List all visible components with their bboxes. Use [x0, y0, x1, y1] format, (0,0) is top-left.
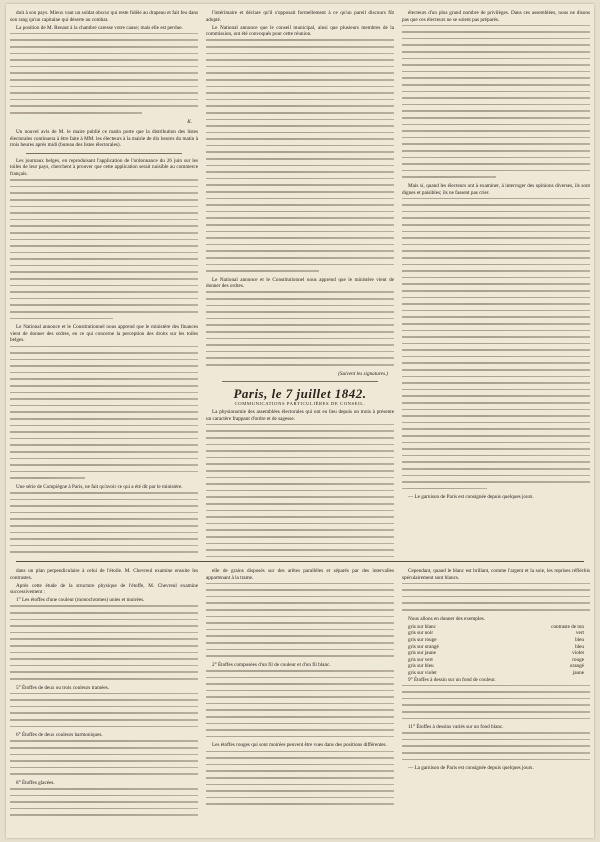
color-pair-label: gris sur bleu: [408, 663, 434, 670]
color-contrast-row: [402, 630, 590, 637]
text-block: [206, 751, 394, 805]
paragraph: l'intérimaire et déclare qu'il s'opposait formellement à ce qu'un pareil discours fût adopté.: [206, 10, 394, 23]
color-pair-label: gris sur jaune: [408, 650, 436, 657]
color-pair-label: gris sur vert: [408, 656, 433, 663]
paragraph: Cependant, quand le blanc est brillant, comme l'argent et la soie, les reprises réfléchis spéculairement sont blancs.: [402, 568, 590, 581]
text-block: [10, 33, 198, 114]
paragraph: Les étoffes rouges qui sont moirées peuvent être vues dans des positions différentes.: [212, 742, 387, 749]
paragraph: 6° Étoffes de deux couleurs harmoniques.: [16, 732, 103, 739]
paragraph: Après cette étude de la structure physique de l'étoffe, M. Chevreul examine successivement :: [10, 582, 198, 596]
color-pair-label: gris sur noir: [408, 630, 434, 637]
text-block: [10, 346, 198, 479]
paragraph: dans un plan perpendiculaire à celui de l'étoile. M. Chevreul examine ensuite les contrastes.: [10, 568, 198, 581]
signature: K.: [187, 118, 192, 125]
paragraph: elle de grains disposés sur des arêtes parallèles et séparés par des intervalles appartenant à la trame.: [206, 568, 394, 581]
paragraph: Une série de Compiègne à Paris, ne fait qu'avoir ce qui a été dit par le ministère.: [16, 483, 183, 490]
paragraph: Le National annonce et le Constitutionnel nous apprend que le ministère vient de donner des ordres.: [206, 276, 394, 290]
paragraph: Le National annonce que le conseil municipal, ainsi que plusieurs membres de la commission, ont été convoqués pour cette réunion.: [206, 24, 394, 38]
paragraph: Nous allons en donner des exemples.: [408, 615, 485, 622]
color-pair-label: gris sur rouge: [408, 636, 437, 643]
color-contrast-row: [402, 637, 590, 644]
paragraph: Les journaux belges, en reproduisant l'application de l'ordonnance du 26 juin sur les toiles de leur pays, cherchent à prouver que cette application serait nuisible au commerce français.: [10, 157, 198, 178]
paragraph: La position de M. Renaut à la chambre caresse votre cause; mais elle est perdue.: [16, 24, 183, 31]
text-block: [206, 670, 394, 738]
paragraph: — La garnison de Paris est consignée depuis quelques jours.: [408, 765, 534, 772]
color-contrast-list: [402, 624, 590, 677]
color-contrast-value: vert: [575, 630, 584, 637]
color-contrast-row: [402, 657, 590, 664]
text-block: [10, 179, 198, 319]
color-contrast-row: [402, 663, 590, 670]
divider: [222, 381, 378, 382]
text-block: [10, 740, 198, 775]
color-contrast-value: violet: [572, 650, 584, 657]
paragraph: 2° Étoffes composées d'un fil de couleur et d'un fil blanc.: [212, 661, 331, 668]
upper-column-1: [10, 10, 198, 558]
section-header: [206, 386, 394, 407]
text-block: [206, 39, 394, 271]
color-contrast-value: contraste de ton: [551, 623, 584, 630]
text-block: [206, 424, 394, 558]
color-pair-label: gris sur orangé: [408, 643, 439, 650]
paragraph: électeurs d'un plus grand nombre de privilèges. Dans ces assemblées, nous ne disons pas que ces électeurs ne se soient pas préparés.: [402, 10, 590, 23]
text-block: [10, 788, 198, 816]
paragraph: 11° Étoffes à dessins variés sur un fond blanc.: [408, 724, 504, 731]
divider: [26, 153, 182, 154]
color-contrast-value: rouge: [572, 656, 584, 663]
paragraph: — Le garnison de Paris est consignée depuis quelques jours.: [408, 494, 534, 501]
text-block: [402, 732, 590, 760]
newspaper-page: [6, 4, 594, 838]
paragraph: 5° Étoffes de deux ou trois couleurs tramées.: [16, 684, 110, 691]
paragraph: La physionomie des assemblées électorales qui ont eu lieu depuis un mois à présente un caractère frappant d'ordre et de sagesse.: [206, 409, 394, 422]
color-contrast-value: orangé: [569, 663, 584, 670]
paragraph: 9° Étoffes à dessin sur un fond de couleur.: [408, 676, 496, 683]
section-subtitle: COMMUNICATIONS PARTICULIÈRES DE CONSEIL.: [234, 401, 366, 407]
paragraph: 1° Les étoffes d'une couleur (monochromes) unies et moirées.: [16, 597, 145, 604]
text-block: [402, 25, 590, 178]
signatures-note: (Suivent les signatures.): [338, 370, 388, 377]
paragraph: doit à son pays. Mieux vaut un soldat obscur qui reste fidèle au drapeau et fait feu dans son rang qu'un capitaine qui déserte au combat.: [10, 10, 198, 23]
text-block: [402, 198, 590, 490]
lower-column-3: [402, 568, 590, 832]
color-contrast-value: jaune: [572, 669, 584, 676]
section-title: Paris, le 7 juillet 1842.: [233, 386, 367, 402]
lower-column-2: [206, 568, 394, 832]
lower-column-1: [10, 568, 198, 832]
paragraph: 8° Étoffes glacées.: [16, 779, 55, 786]
upper-columns: [10, 10, 590, 558]
lower-columns: [10, 568, 590, 832]
text-block: [10, 693, 198, 728]
text-block: [10, 492, 198, 558]
color-contrast-row: [402, 650, 590, 657]
text-block: [206, 291, 394, 365]
color-pair-label: gris sur violet: [408, 669, 437, 676]
color-contrast-value: bleu: [575, 643, 584, 650]
paragraph: Le National annonce et le Constitutionnel nous apprend que le ministère des finances vient de donner des ordres, en ce qui concerne la perception des droits sur les toiles belges.: [10, 324, 198, 344]
upper-column-3: [402, 10, 590, 558]
text-block: [402, 685, 590, 720]
color-contrast-row: [402, 624, 590, 631]
text-block: [206, 583, 394, 657]
color-contrast-row: [402, 644, 590, 651]
color-pair-label: gris sur blanc: [408, 623, 436, 630]
text-block: [402, 583, 590, 611]
upper-column-2: [206, 10, 394, 558]
paragraph: Mais si, quand les électeurs ont à examiner, à interroger des opinions diverses, ils sont dignes et paisibles; ils ne fassent pas crier.: [402, 182, 590, 196]
color-contrast-row: [402, 670, 590, 677]
section-rule: [16, 561, 584, 562]
color-contrast-value: bleu: [575, 636, 584, 643]
text-block: [10, 605, 198, 679]
paragraph: Un nouvel avis de M. le maire publié ce matin porte que la distribution des listes électorales continuera à être faite à MM. les électeurs à la mairie de dix heures du matin à trois heures après midi (bureau des listes électorales).: [10, 129, 198, 149]
